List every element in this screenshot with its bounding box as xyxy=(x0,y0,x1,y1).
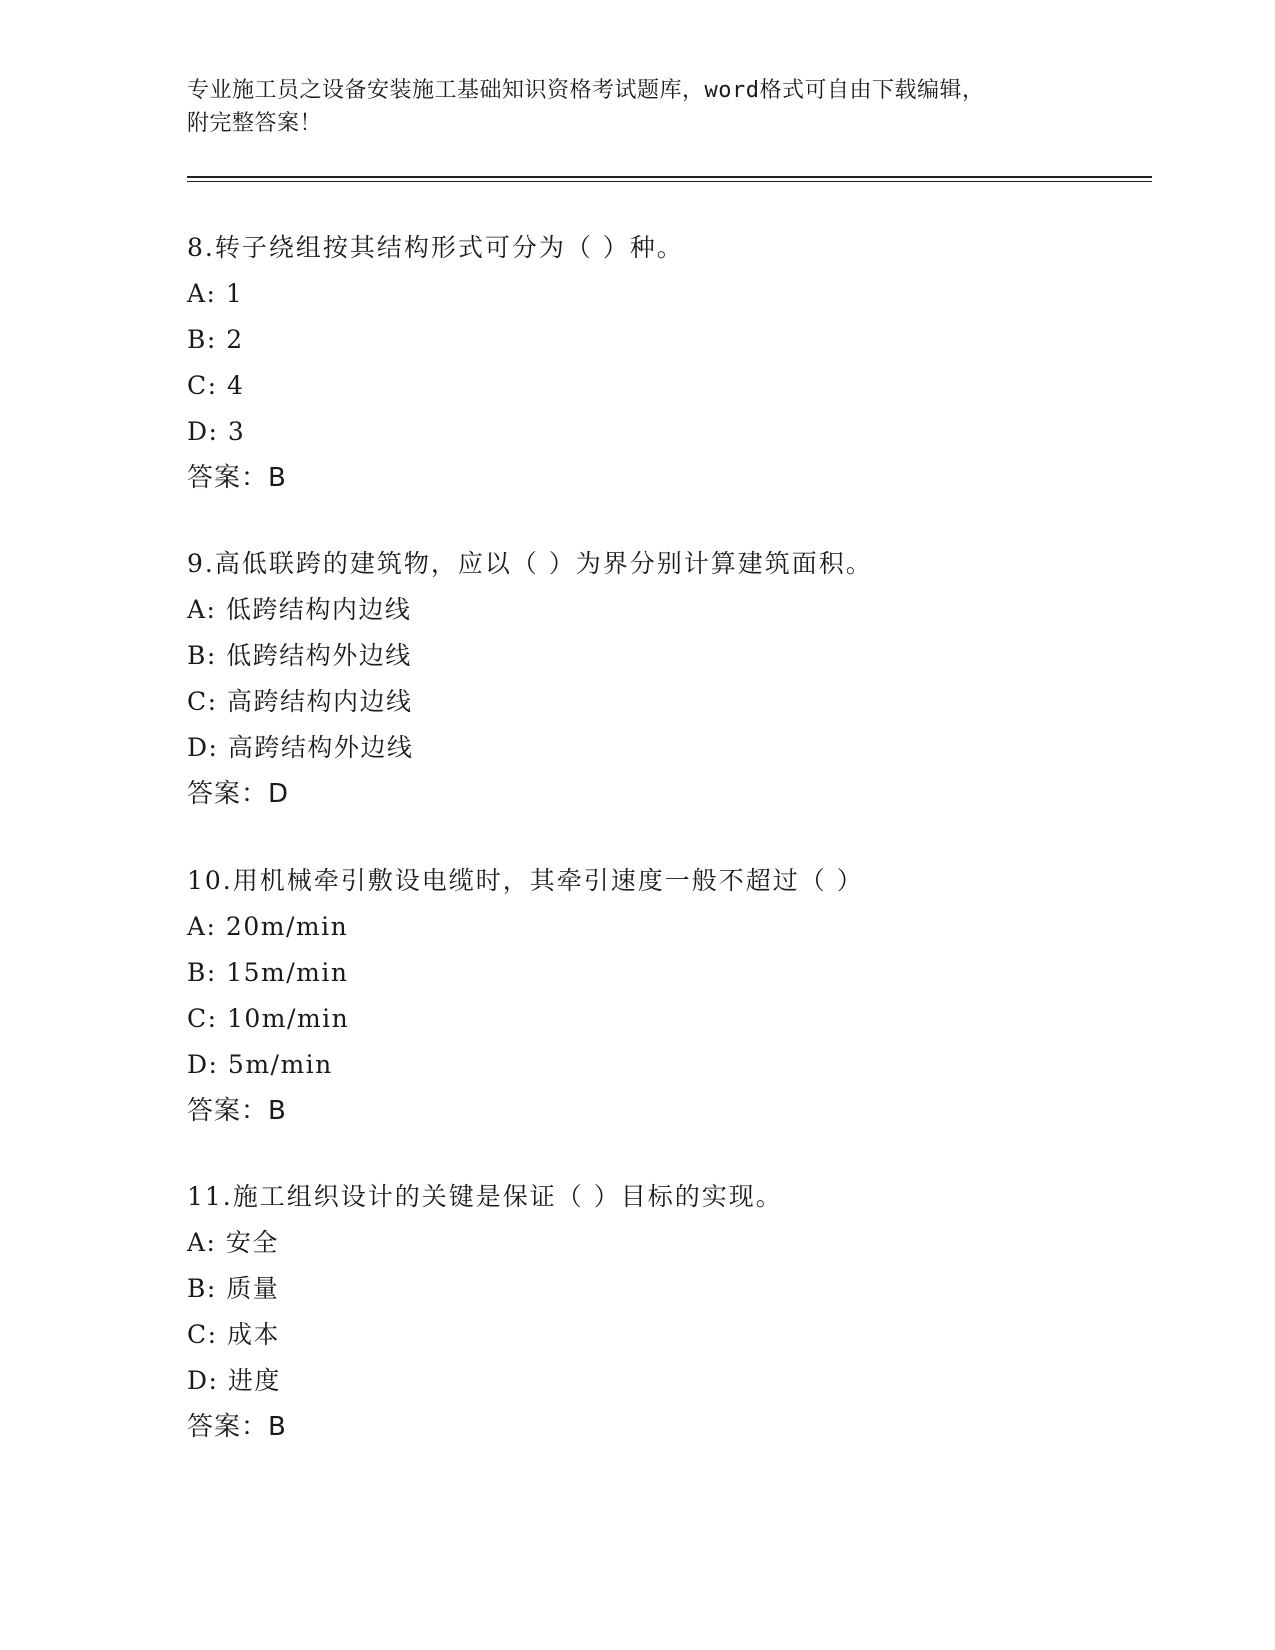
option-b: B: 质量 xyxy=(187,1274,280,1303)
question-stem: 8.转子绕组按其结构形式可分为（ ）种。 xyxy=(187,233,684,262)
option-c: C: 10m/min xyxy=(187,1004,350,1033)
option-d: D: 高跨结构外边线 xyxy=(187,733,414,762)
option-c: C: 高跨结构内边线 xyxy=(187,687,413,716)
option-a: A: 安全 xyxy=(187,1228,279,1257)
question-block-11 xyxy=(187,1174,1147,1450)
option-a: A: 低跨结构内边线 xyxy=(187,595,412,624)
answer-line: 答案：B xyxy=(187,1412,287,1442)
question-stem: 10.用机械牵引敷设电缆时，其牵引速度一般不超过（ ） xyxy=(187,866,864,895)
answer-line: 答案：D xyxy=(187,779,290,809)
option-d: D: 进度 xyxy=(187,1366,281,1395)
question-block-10 xyxy=(187,858,1147,1134)
option-a: A: 20m/min xyxy=(187,912,349,941)
header-line-1: 专业施工员之设备安装施工基础知识资格考试题库，word格式可自由下载编辑， xyxy=(187,78,985,103)
question-stem: 9.高低联跨的建筑物，应以（ ）为界分别计算建筑面积。 xyxy=(187,549,873,578)
document-header xyxy=(187,74,1087,140)
option-d: D: 3 xyxy=(187,417,246,446)
option-c: C: 4 xyxy=(187,371,245,400)
header-line-2: 附完整答案！ xyxy=(187,111,323,136)
answer-line: 答案：B xyxy=(187,1096,287,1126)
option-b: B: 低跨结构外边线 xyxy=(187,641,412,670)
answer-line: 答案：B xyxy=(187,463,287,493)
question-block-8 xyxy=(187,225,1147,501)
header-divider-thick xyxy=(187,176,1152,178)
option-a: A: 1 xyxy=(187,279,244,308)
option-b: B: 2 xyxy=(187,325,244,354)
option-d: D: 5m/min xyxy=(187,1050,333,1079)
header-divider-thin xyxy=(187,181,1152,182)
option-c: C: 成本 xyxy=(187,1320,280,1349)
question-block-9 xyxy=(187,541,1147,817)
option-b: B: 15m/min xyxy=(187,958,349,987)
question-stem: 11.施工组织设计的关键是保证（ ）目标的实现。 xyxy=(187,1182,783,1211)
